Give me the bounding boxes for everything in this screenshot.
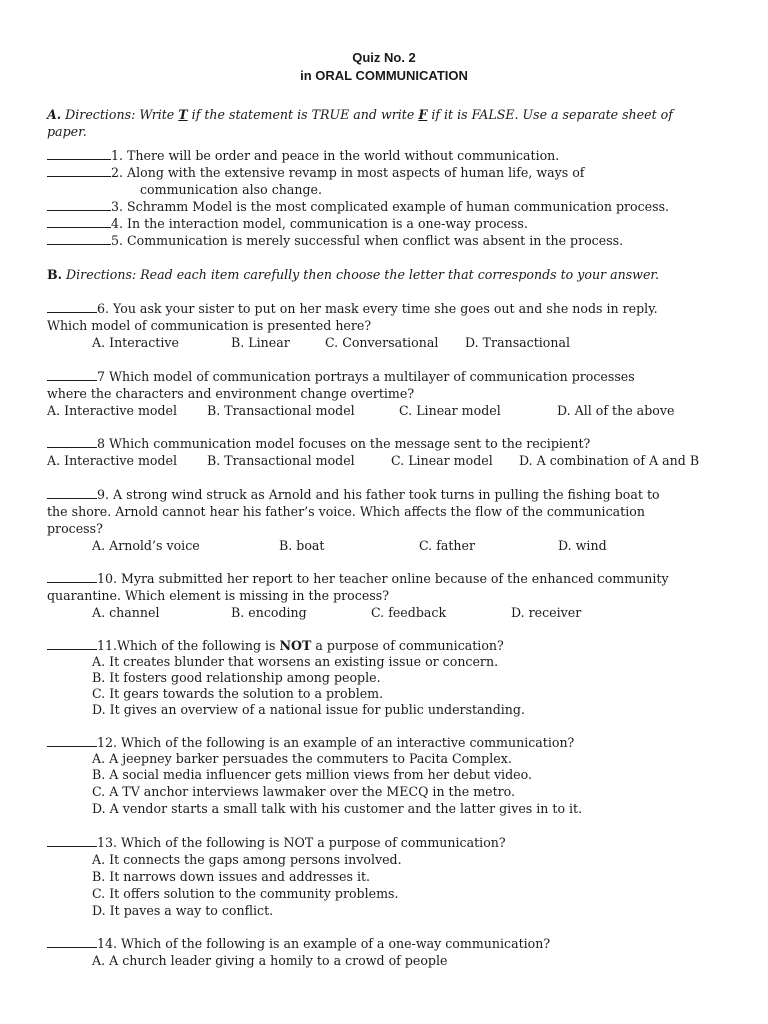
option[interactable]: B. encoding [231,605,307,620]
option[interactable]: C. Linear model [399,403,501,418]
tf-item-1: 1. There will be order and peace in the world without communication. [47,148,559,164]
question-7: 7 Which model of communication portrays a multilayer of communication processes [47,369,635,385]
option[interactable]: D. A combination of A and B [519,453,700,468]
option[interactable]: C. Conversational [325,335,439,350]
option[interactable]: D. Transactional [465,335,571,350]
option[interactable]: A. A church leader giving a homily to a crowd of people [92,953,448,968]
option[interactable]: D. wind [558,538,607,553]
option[interactable]: B. Transactional model [207,403,355,418]
question-11: 11.Which of the following is NOT a purpose of communication? [47,638,504,654]
question-13: 13. Which of the following is NOT a purpose of communication? [47,835,506,851]
tf-item-5: 5. Communication is merely successful when conflict was absent in the process. [47,233,623,249]
part-a-directions: A. Directions: Write T if the statement is TRUE and write F if it is FALSE. Use a separate sheet of [47,107,673,122]
question-9-cont2: process? [47,521,103,536]
option[interactable]: A. channel [92,605,160,620]
question-9-cont: the shore. Arnold cannot hear his father’s voice. Which affects the flow of the communication [47,504,645,519]
question-10-cont: quarantine. Which element is missing in the process? [47,588,389,603]
option[interactable]: A. Interactive model [47,453,178,468]
option[interactable]: D. It gives an overview of a national issue for public understanding. [92,702,525,717]
tf-item-2-cont: communication also change. [140,182,323,197]
option[interactable]: C. father [419,538,476,553]
option[interactable]: D. receiver [511,605,582,620]
answer-blank[interactable] [47,301,97,313]
question-7-cont: where the characters and environment change overtime? [47,386,415,401]
answer-blank[interactable] [47,638,97,650]
part-a-directions-cont: paper. [47,124,87,139]
tf-item-4: 4. In the interaction model, communication is a one-way process. [47,216,528,232]
answer-blank[interactable] [47,936,97,948]
option[interactable]: C. Linear model [391,453,493,468]
option[interactable]: C. feedback [371,605,447,620]
question-8: 8 Which communication model focuses on the message sent to the recipient? [47,436,590,452]
option[interactable]: C. A TV anchor interviews lawmaker over the MECQ in the metro. [92,784,516,799]
option[interactable]: A. Interactive model [47,403,178,418]
option[interactable]: B. It fosters good relationship among people. [92,670,381,685]
answer-blank[interactable] [47,487,97,499]
answer-blank[interactable] [47,165,111,177]
answer-blank[interactable] [47,233,111,245]
quiz-subtitle: in ORAL COMMUNICATION [300,68,468,83]
question-6-cont: Which model of communication is presented here? [47,318,372,333]
option[interactable]: C. It offers solution to the community problems. [92,886,399,901]
question-12: 12. Which of the following is an example of an interactive communication? [47,735,574,751]
tf-item-2: 2. Along with the extensive revamp in most aspects of human life, ways of [47,165,584,181]
answer-blank[interactable] [47,369,97,381]
question-9: 9. A strong wind struck as Arnold and his father took turns in pulling the fishing boat to [47,487,660,503]
option[interactable]: B. Transactional model [207,453,355,468]
part-b-directions: B. Directions: Read each item carefully then choose the letter that corresponds to your answer. [47,267,660,282]
quiz-title: Quiz No. 2 [352,50,416,65]
option[interactable]: C. It gears towards the solution to a problem. [92,686,384,701]
answer-blank[interactable] [47,199,111,211]
option[interactable]: D. It paves a way to conflict. [92,903,274,918]
tf-item-3: 3. Schramm Model is the most complicated example of human communication process. [47,199,669,215]
option[interactable]: D. A vendor starts a small talk with his customer and the latter gives in to it. [92,801,583,816]
answer-blank[interactable] [47,735,97,747]
option[interactable]: B. Linear [231,335,290,350]
option[interactable]: A. Arnold’s voice [92,538,200,553]
answer-blank[interactable] [47,148,111,160]
answer-blank[interactable] [47,571,97,583]
option[interactable]: B. boat [279,538,325,553]
option[interactable]: B. It narrows down issues and addresses it. [92,869,371,884]
answer-blank[interactable] [47,436,97,448]
option[interactable]: B. A social media influencer gets million views from her debut video. [92,767,532,782]
answer-blank[interactable] [47,216,111,228]
question-6: 6. You ask your sister to put on her mask every time she goes out and she nods in reply. [47,301,658,317]
option[interactable]: A. A jeepney barker persuades the commuters to Pacita Complex. [92,751,512,766]
question-10: 10. Myra submitted her report to her teacher online because of the enhanced community [47,571,669,587]
option[interactable]: A. Interactive [92,335,179,350]
question-14: 14. Which of the following is an example of a one-way communication? [47,936,550,952]
option[interactable]: A. It connects the gaps among persons involved. [92,852,402,867]
option[interactable]: A. It creates blunder that worsens an existing issue or concern. [92,654,499,669]
option[interactable]: D. All of the above [557,403,675,418]
answer-blank[interactable] [47,835,97,847]
